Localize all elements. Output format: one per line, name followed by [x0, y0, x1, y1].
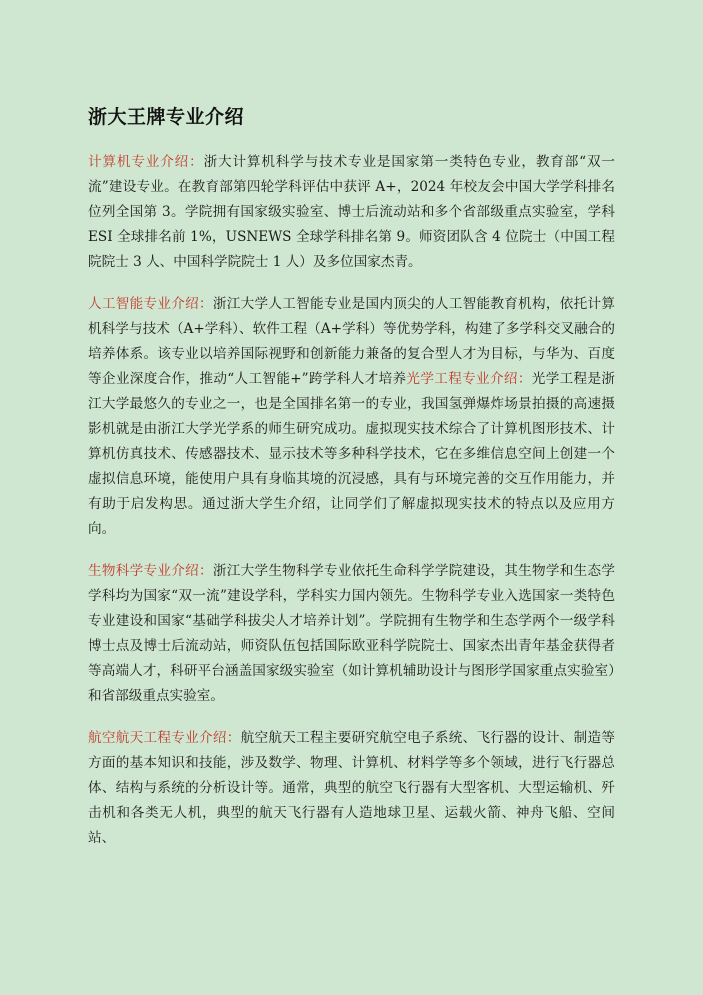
section-text-artificial-intelligence: 浙江大学人工智能专业是国内顶尖的人工智能教育机构，依托计算机科学与技术（A+学科）、软件工程（A+学科）等优势学科，构建了多学科交叉融合的培养体系。该专业以培养国际视野和创新能力兼备的复合型人才为目标，与华为、百度等企业深度合作，推动“人工智能+”跨学科人才培养	[88, 296, 616, 387]
section-label-aerospace-engineering: 航空航天工程专业介绍：	[88, 730, 241, 746]
section-label-optical-engineering: 光学工程专业介绍：	[406, 371, 532, 387]
section-label-artificial-intelligence: 人工智能专业介绍：	[88, 296, 213, 312]
page-title: 浙大王牌专业介绍	[88, 106, 245, 128]
section-text-computer-science: 浙大计算机科学与技术专业是国家第一类特色专业，教育部“双一流”建设专业。在教育部第四轮学科评估中获评 A+，2024 年校友会中国大学学科排名位列全国第 3。学院拥有国家级实验室、博士后流动站和多个省部级重点实验室，学科 ESI 全球排名前 1%，USNEWS 全球学科排名第 9。师资团队含 4 位院士（中国工程院院士 3 人、中国科学院院士 1 人）及多位国家杰青。	[88, 154, 616, 270]
section-text-biological-science: 浙江大学生物科学专业依托生命科学学院建设，其生物学和生态学学科均为国家“双一流”建设学科，学科实力国内领先。生物科学专业入选国家一类特色专业建设和国家“基础学科拔尖人才培养计划”。学院拥有生物学和生态学两个一级学科博士点及博士后流动站，师资队伍包括国际欧亚科学院院士、国家杰出青年基金获得者等高端人才，科研平台涵盖国家级实验室（如计算机辅助设计与图形学国家重点实验室）和省部级重点实验室。	[88, 563, 616, 704]
section-label-biological-science: 生物科学专业介绍：	[88, 563, 213, 579]
section-computer-science	[88, 150, 615, 275]
section-aerospace-engineering	[88, 726, 615, 851]
section-label-computer-science: 计算机专业介绍：	[88, 154, 204, 170]
section-text-optical-engineering: 光学工程是浙江大学最悠久的专业之一，也是全国排名第一的专业，我国氢弹爆炸场景拍摄的高速摄影机就是由浙江大学光学系的师生研究成功。虚拟现实技术综合了计算机图形技术、计算机仿真技术、传感器技术、显示技术等多种科学技术，它在多维信息空间上创建一个虚拟信息环境，能使用户具有身临其境的沉浸感，具有与环境完善的交互作用能力，并有助于启发构思。通过浙大学生介绍，让同学们了解虚拟现实技术的特点以及应用方向。	[88, 371, 615, 537]
section-biological-science	[88, 559, 615, 709]
section-artificial-intelligence	[88, 292, 615, 542]
section-text-aerospace-engineering: 航空航天工程主要研究航空电子系统、飞行器的设计、制造等方面的基本知识和技能，涉及数学、物理、计算机、材料学等多个领域，进行飞行器总体、结构与系统的分析设计等。通常，典型的航空飞行器有大型客机、大型运输机、歼击机和各类无人机，典型的航天飞行器有人造地球卫星、运载火箭、神舟飞船、空间站、	[88, 730, 616, 846]
